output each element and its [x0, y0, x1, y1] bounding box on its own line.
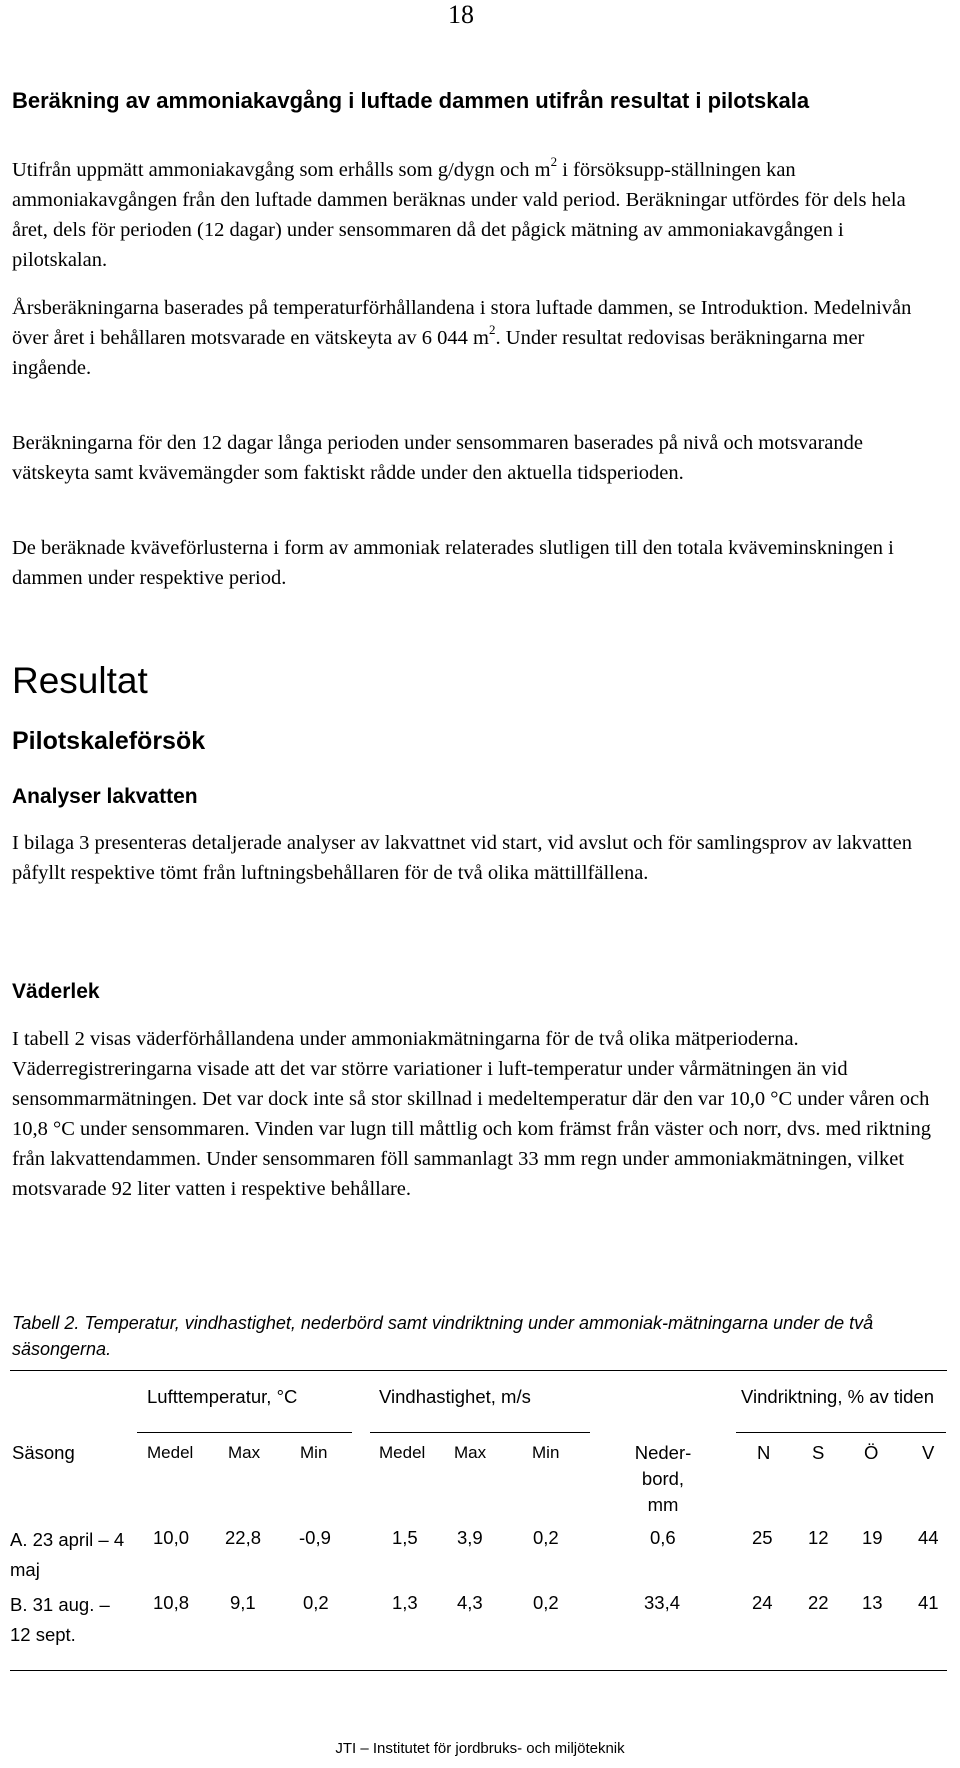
heading-resultat: Resultat [12, 660, 148, 701]
temp-group-rule [137, 1432, 352, 1433]
col-header-v: V [922, 1442, 935, 1463]
table-caption: Tabell 2. Temperatur, vindhastighet, nederbörd samt vindriktning under ammoniak-mätningarna under de två säsongerna. [12, 1313, 874, 1359]
page-footer: JTI – Institutet för jordbruks- och miljöteknik [335, 1740, 625, 1757]
group-header-wind-speed: Vindhastighet, m/s [379, 1386, 531, 1407]
row-b-temp-medel: 10,8 [153, 1592, 190, 1613]
heading-analyser-lakvatten: Analyser lakvatten [12, 785, 198, 808]
row-a-precipitation: 0,6 [650, 1527, 676, 1548]
paragraph-6: I tabell 2 visas väderförhållandena under ammoniakmätningarna för de två olika mätperioderna. Väderregistreringarna visade att det var större variationer i luft-temperatur under vårmätningen än vid sensommarmätningen. Det var dock inte så stor skillnad i medeltemperatur där den var 10,0 °C under våren och 10,8 °C under sensommaren. Vinden var lugn till måttlig och kom främst från väster och norr, dvs. med riktning från lakvattendammen. Under sensommaren föll sammanlagt 33 mm regn under ammoniakmätningen, vilket motsvarade 92 liter vatten i respektive behållare. [12, 1028, 931, 1200]
row-b-dir-s: 22 [808, 1592, 829, 1613]
group-header-wind-direction: Vindriktning, % av tiden [741, 1386, 934, 1407]
row-a-season: A. 23 april – 4 maj [10, 1529, 125, 1580]
row-a-wind-medel: 1,5 [392, 1527, 418, 1548]
paragraph-5: I bilaga 3 presenteras detaljerade analyser av lakvattnet vid start, vid avslut och för samlingsprov av lakvatten påfyllt respektive tömt från luftningsbehållaren för de två olika mättillfällena. [12, 832, 912, 884]
row-a-dir-s: 12 [808, 1527, 829, 1548]
heading-pilotskaleforsok: Pilotskaleförsök [12, 727, 206, 755]
group-header-temperature: Lufttemperatur, °C [147, 1386, 298, 1407]
section-heading: Beräkning av ammoniakavgång i luftade dammen utifrån resultat i pilotskala [12, 88, 810, 113]
col-header-s: S [812, 1442, 825, 1463]
table-top-rule [10, 1370, 947, 1371]
row-a-dir-o: 19 [862, 1527, 883, 1548]
row-a-dir-n: 25 [752, 1527, 773, 1548]
col-header-season: Säsong [12, 1442, 75, 1463]
col-header-wind-max: Max [454, 1443, 487, 1462]
paragraph-4: De beräknade kväveförlusterna i form av ammoniak relaterades slutligen till den totala kväveminskningen i dammen under respektive period. [12, 537, 894, 589]
paragraph-2: Årsberäkningarna baserades på temperaturförhållandena i stora luftade dammen, se Introduktion. Medelnivån över året i behållaren motsvarade en vätskeyta av 6 044 $m^2$. Under resultat redovisas beräkningarna mer ingående. [12, 297, 912, 379]
row-b-dir-o: 13 [862, 1592, 883, 1613]
row-a-temp-min: -0,9 [299, 1527, 331, 1548]
col-header-temp-max: Max [228, 1443, 261, 1462]
row-b-wind-medel: 1,3 [392, 1592, 418, 1613]
row-a-dir-v: 44 [918, 1527, 939, 1548]
row-a-temp-medel: 10,0 [153, 1527, 190, 1548]
col-header-temp-min: Min [300, 1443, 328, 1462]
wind-group-rule [370, 1432, 590, 1433]
col-header-wind-medel: Medel [379, 1443, 426, 1462]
col-header-n: N [757, 1442, 771, 1463]
row-b-wind-max: 4,3 [457, 1592, 483, 1613]
row-a-temp-max: 22,8 [225, 1527, 262, 1548]
col-header-temp-medel: Medel [147, 1443, 194, 1462]
row-b-temp-max: 9,1 [230, 1592, 256, 1613]
row-b-dir-n: 24 [752, 1592, 773, 1613]
table-bottom-rule [10, 1670, 947, 1671]
row-b-precipitation: 33,4 [644, 1592, 681, 1613]
row-a-wind-min: 0,2 [533, 1527, 559, 1548]
col-header-o: Ö [864, 1442, 879, 1463]
col-header-wind-min: Min [532, 1443, 560, 1462]
paragraph-3: Beräkningarna för den 12 dagar långa perioden under sensommaren baserades på nivå och motsvarande vätskeyta samt kvävemängder som faktiskt rådde under den aktuella tidsperioden. [12, 432, 863, 484]
row-b-temp-min: 0,2 [303, 1592, 329, 1613]
row-b-dir-v: 41 [918, 1592, 939, 1613]
heading-vaderlek: Väderlek [12, 980, 100, 1003]
col-header-precipitation: Neder-bord, mm [634, 1442, 692, 1515]
paragraph-1: Utifrån uppmätt ammoniakavgång som erhålls som g/dygn och $m^2$ i försöksupp-ställningen kan ammoniakavgången från den luftade dammen beräknas under vald period. Beräkningar utfördes för dels hela året, dels för perioden (12 dagar) under sensommaren då det pågick mätning av ammoniakavgången i pilotskalan. [12, 154, 906, 271]
row-b-wind-min: 0,2 [533, 1592, 559, 1613]
row-a-wind-max: 3,9 [457, 1527, 483, 1548]
row-b-season: B. 31 aug. – 12 sept. [10, 1594, 110, 1645]
dir-group-rule [736, 1432, 946, 1433]
page-number: 18 [448, 0, 474, 29]
